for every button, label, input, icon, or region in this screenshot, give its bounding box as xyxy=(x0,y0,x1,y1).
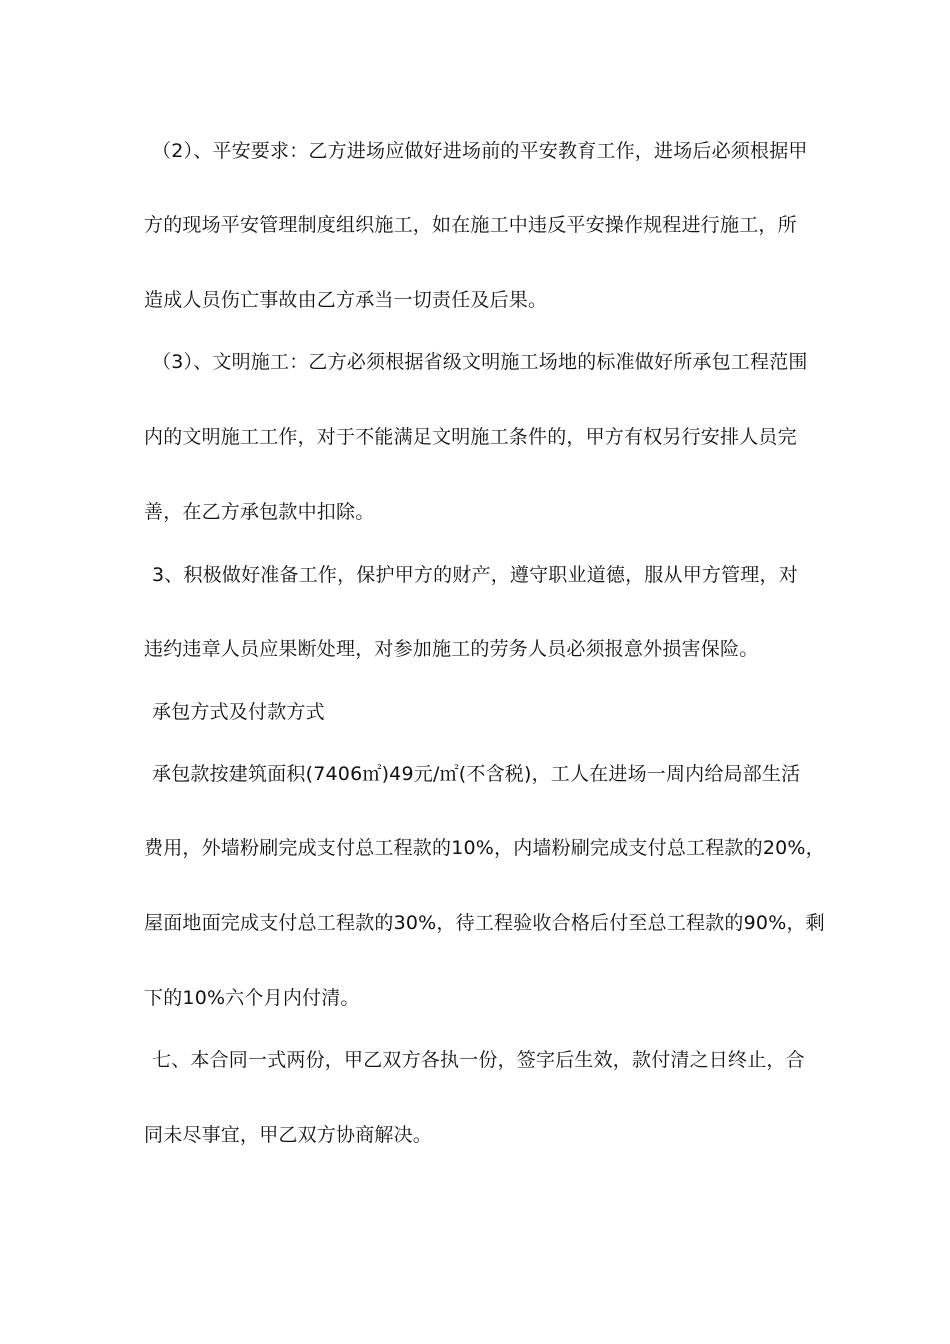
paragraph-line-12: 屋面地面完成支付总工程款的30%，待工程验收合格后付至总工程款的90%，剩 xyxy=(144,912,825,934)
paragraph-line-3: 造成人员伤亡事故由乙方承当一切责任及后果。 xyxy=(144,289,548,311)
paragraph-line-15: 同未尽事宜，甲乙双方协商解决。 xyxy=(144,1124,433,1146)
paragraph-line-4: （3）、文明施工：乙方必须根据省级文明施工场地的标准做好所承包工程范围 xyxy=(152,351,808,373)
paragraph-line-6: 善，在乙方承包款中扣除。 xyxy=(144,501,375,523)
paragraph-line-13: 下的10%六个月内付清。 xyxy=(144,987,360,1009)
paragraph-line-14: 七、本合同一式两份，甲乙双方各执一份，签字后生效，款付清之日终止，合 xyxy=(152,1049,805,1071)
paragraph-line-11: 费用，外墙粉刷完成支付总工程款的10%，内墙粉刷完成支付总工程款的20%， xyxy=(144,837,825,859)
paragraph-line-5: 内的文明施工工作，对于不能满足文明施工条件的，甲方有权另行安排人员完 xyxy=(144,426,797,448)
paragraph-line-1: （2）、平安要求：乙方进场应做好进场前的平安教育工作，进场后必须根据甲 xyxy=(152,140,808,162)
paragraph-line-10: 承包款按建筑面积(7406㎡)49元/㎡(不含税)，工人在进场一周内给局部生活 xyxy=(152,763,801,785)
section-heading: 承包方式及付款方式 xyxy=(152,701,325,723)
paragraph-line-2: 方的现场平安管理制度组织施工，如在施工中违反平安操作规程进行施工，所 xyxy=(144,214,797,236)
paragraph-line-8: 违约违章人员应果断处理，对参加施工的劳务人员必须报意外损害保险。 xyxy=(144,638,759,660)
paragraph-line-7: 3、积极做好准备工作，保护甲方的财产，遵守职业道德，服从甲方管理，对 xyxy=(152,564,798,586)
